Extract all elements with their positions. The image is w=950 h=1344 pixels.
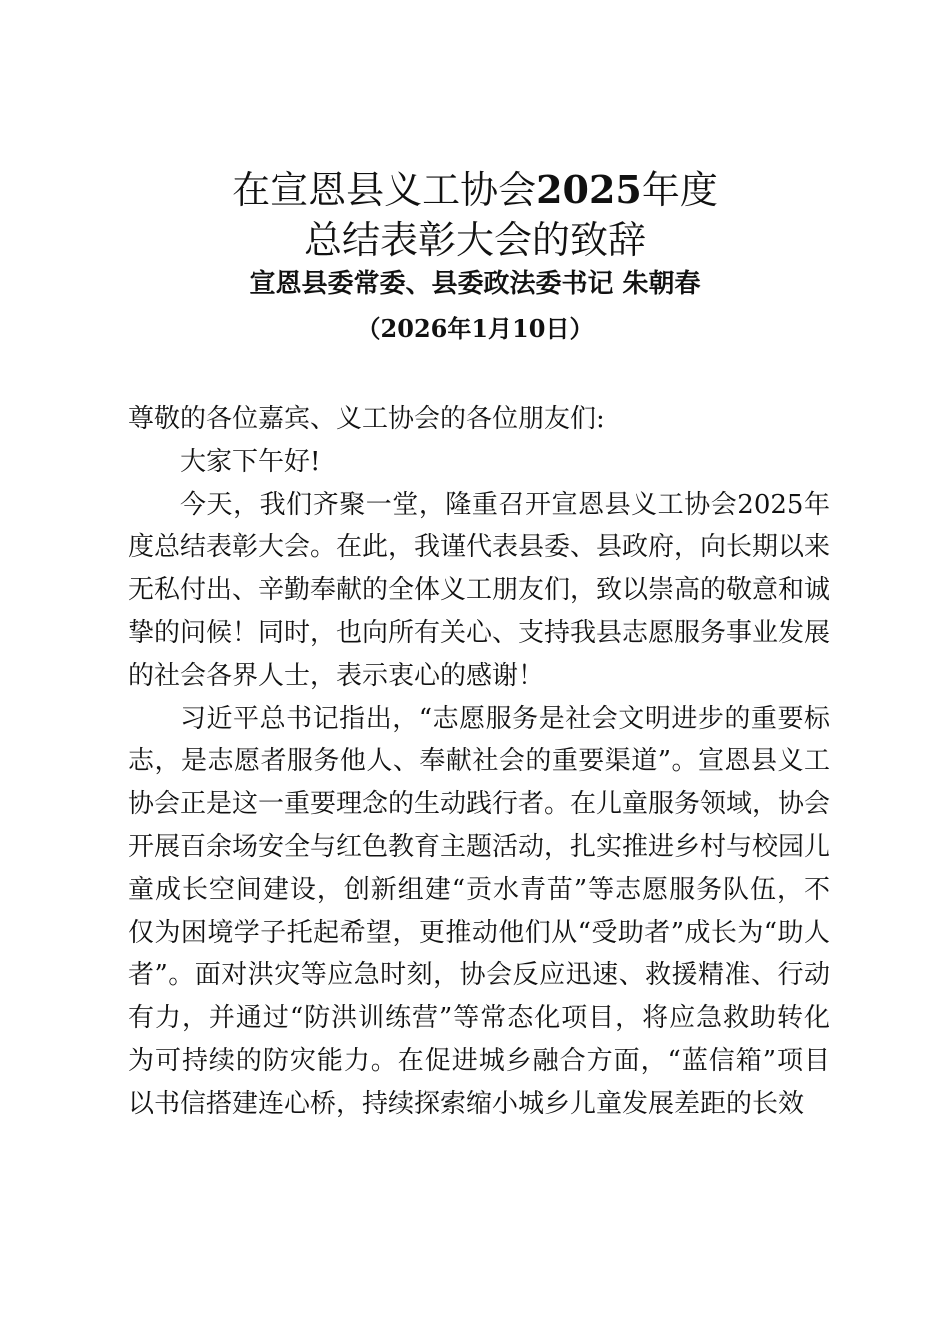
salutation: 尊敬的各位嘉宾、义工协会的各位朋友们: [128, 404, 605, 434]
title-suffix: 年度 [641, 168, 718, 212]
greeting: 大家下午好! [180, 446, 321, 477]
date-line: （2026年1月10日） [356, 314, 594, 343]
title-line-2: 总结表彰大会的致辞 [303, 218, 646, 262]
paragraph-2: 习近平总书记指出，“志愿服务是社会文明进步的重要标志，是志愿者服务他人、奉献社会的重要渠道”。宣恩县义工协会正是这一重要理念的生动践行者。在儿童服务领域，协会开展百余场安全与红色教育主题活动，扎实推进乡村与校园儿童成长空间建设，创新组建“贡水青苗”等志愿服务队伍，不仅为困境学子托起希望，更推动他们从“受助者”成长为“助人者”。面对洪灾等应急时刻，协会反应迅速、救援精准、行动有力，并通过“防洪训练营”等常态化项目，将应急救助转化为可持续的防灾能力。在促进城乡融合方面，“蓝信箱”项目以书信搭建连心桥，持续探索缩小城乡儿童发展差距的长效 [128, 703, 831, 1119]
title-prefix: 在宣恩县义工协会 [232, 168, 537, 212]
paragraph-1: 今天，我们齐聚一堂，隆重召开宣恩县义工协会2025年度总结表彰大会。在此，我谨代表县委、县政府，向长期以来无私付出、辛勤奉献的全体义工朋友们，致以崇高的敬意和诚挚的问候！同时，也向所有关心、支持我县志愿服务事业发展的社会各界人士，表示衷心的感谢！ [128, 489, 831, 691]
speech-body [128, 398, 830, 1126]
title-year: 2025 [536, 167, 642, 212]
author-line: 宣恩县委常委、县委政法委书记 朱朝春 [249, 269, 701, 299]
title-line-1 [0, 168, 950, 212]
